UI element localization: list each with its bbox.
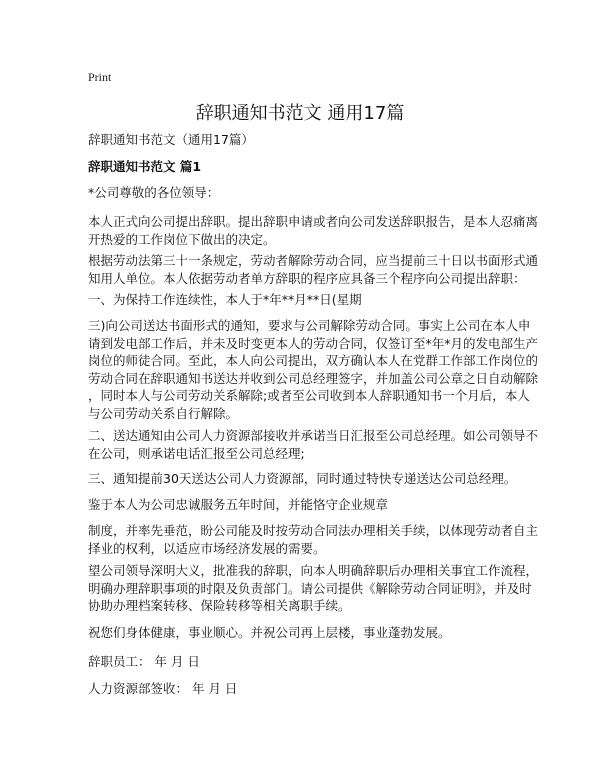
- document-subtitle: 辞职通知书范文（通用17篇）: [88, 132, 254, 147]
- paragraph-line: 辞职员工： 年 月 日: [88, 654, 200, 669]
- paragraph-line: 明确办理辞职事项的时限及负责部门。请公司提供《解除劳动合同证明》，并及时: [88, 580, 532, 596]
- paragraph: [88, 624, 538, 642]
- paragraph-line: *公司尊敬的各位领导：: [88, 185, 220, 200]
- paragraph: [88, 496, 538, 514]
- paragraph: [88, 213, 538, 248]
- paragraph-line: 三)向公司送达书面形式的通知，要求与公司解除劳动合同。事实上公司在本人申: [88, 318, 531, 333]
- paragraph-line: 劳动合同在辞职通知书送达并收到公司总经理签字，并加盖公司公章之日自动解除: [88, 370, 539, 386]
- paragraph-line: 鉴于本人为公司忠诚服务五年时间，并能恪守企业规章: [88, 497, 389, 512]
- print-label: Print: [88, 70, 112, 84]
- paragraph-line: 岗位的师徒合同。至此，本人向公司提出，双方确认本人在党群工作部工作岗位的: [88, 353, 539, 368]
- paragraph: [88, 562, 538, 615]
- section-heading: 辞职通知书范文 篇1: [88, 159, 202, 174]
- paragraph-line: 协助办理档案转移、保险转移等相关离职手续。: [88, 598, 351, 613]
- paragraph: [88, 317, 538, 422]
- paragraph-line: 本人正式向公司提出辞职。提出辞职申请或者向公司发送辞职报告，是本人忍痛离: [88, 214, 539, 229]
- paragraph-line: 祝您们身体健康，事业顺心。并祝公司再上层楼，事业蓬勃发展。: [88, 625, 451, 640]
- paragraph-line: 人力资源部签收： 年 月 日: [88, 681, 238, 696]
- paragraph-line: 开热爱的工作岗位下做出的决定。: [88, 231, 276, 247]
- paragraph-line: 知用人单位。本人依据劳动者单方辞职的程序应具备三个程序向公司提出辞职：: [88, 270, 526, 286]
- paragraph: [88, 291, 538, 309]
- paragraph-line: 择业的权利，以适应市场经济发展的需要。: [88, 540, 326, 556]
- paragraph-line: 根据劳动法第三十一条规定，劳动者解除劳动合同，应当提前三十日以书面形式通: [88, 253, 539, 268]
- paragraph: [88, 252, 538, 287]
- paragraph-line: 制度，并率先垂范，盼公司能及时按劳动合同法办理相关手续，以体现劳动者自主: [88, 523, 539, 538]
- paragraph: [88, 653, 538, 671]
- document-title: 辞职通知书范文 通用17篇: [195, 103, 405, 124]
- paragraph-line: 三、通知提前30天送达公司人力资源部，同时通过特快专递送达公司总经理。: [88, 471, 517, 486]
- paragraph: [88, 680, 538, 698]
- paragraph-line: 一、为保持工作连续性，本人于*年**月**日(星期: [88, 292, 362, 307]
- paragraph: [88, 470, 538, 488]
- paragraph-line: 在公司，则承诺电话汇报至公司总经理;: [88, 445, 305, 461]
- paragraph-line: ，同时本人与公司劳动关系解除;或者至公司收到本人辞职通知书一个月后，本人: [88, 388, 530, 403]
- paragraph-line: 二、送达通知由公司人力资源部接收并承诺当日汇报至公司总经理。如公司领导不: [88, 428, 539, 443]
- paragraph: [88, 427, 538, 462]
- paragraph-line: 请到发电部工作后，并未及时变更本人的劳动合同，仅签订至*年*月的发电部生产: [88, 335, 539, 351]
- paragraph-line: 与公司劳动关系自行解除。: [88, 405, 239, 421]
- paragraph: [88, 522, 538, 557]
- paragraph: [88, 184, 538, 202]
- paragraph-line: 望公司领导深明大义，批准我的辞职，向本人明确辞职后办理相关事宜工作流程，: [88, 563, 539, 578]
